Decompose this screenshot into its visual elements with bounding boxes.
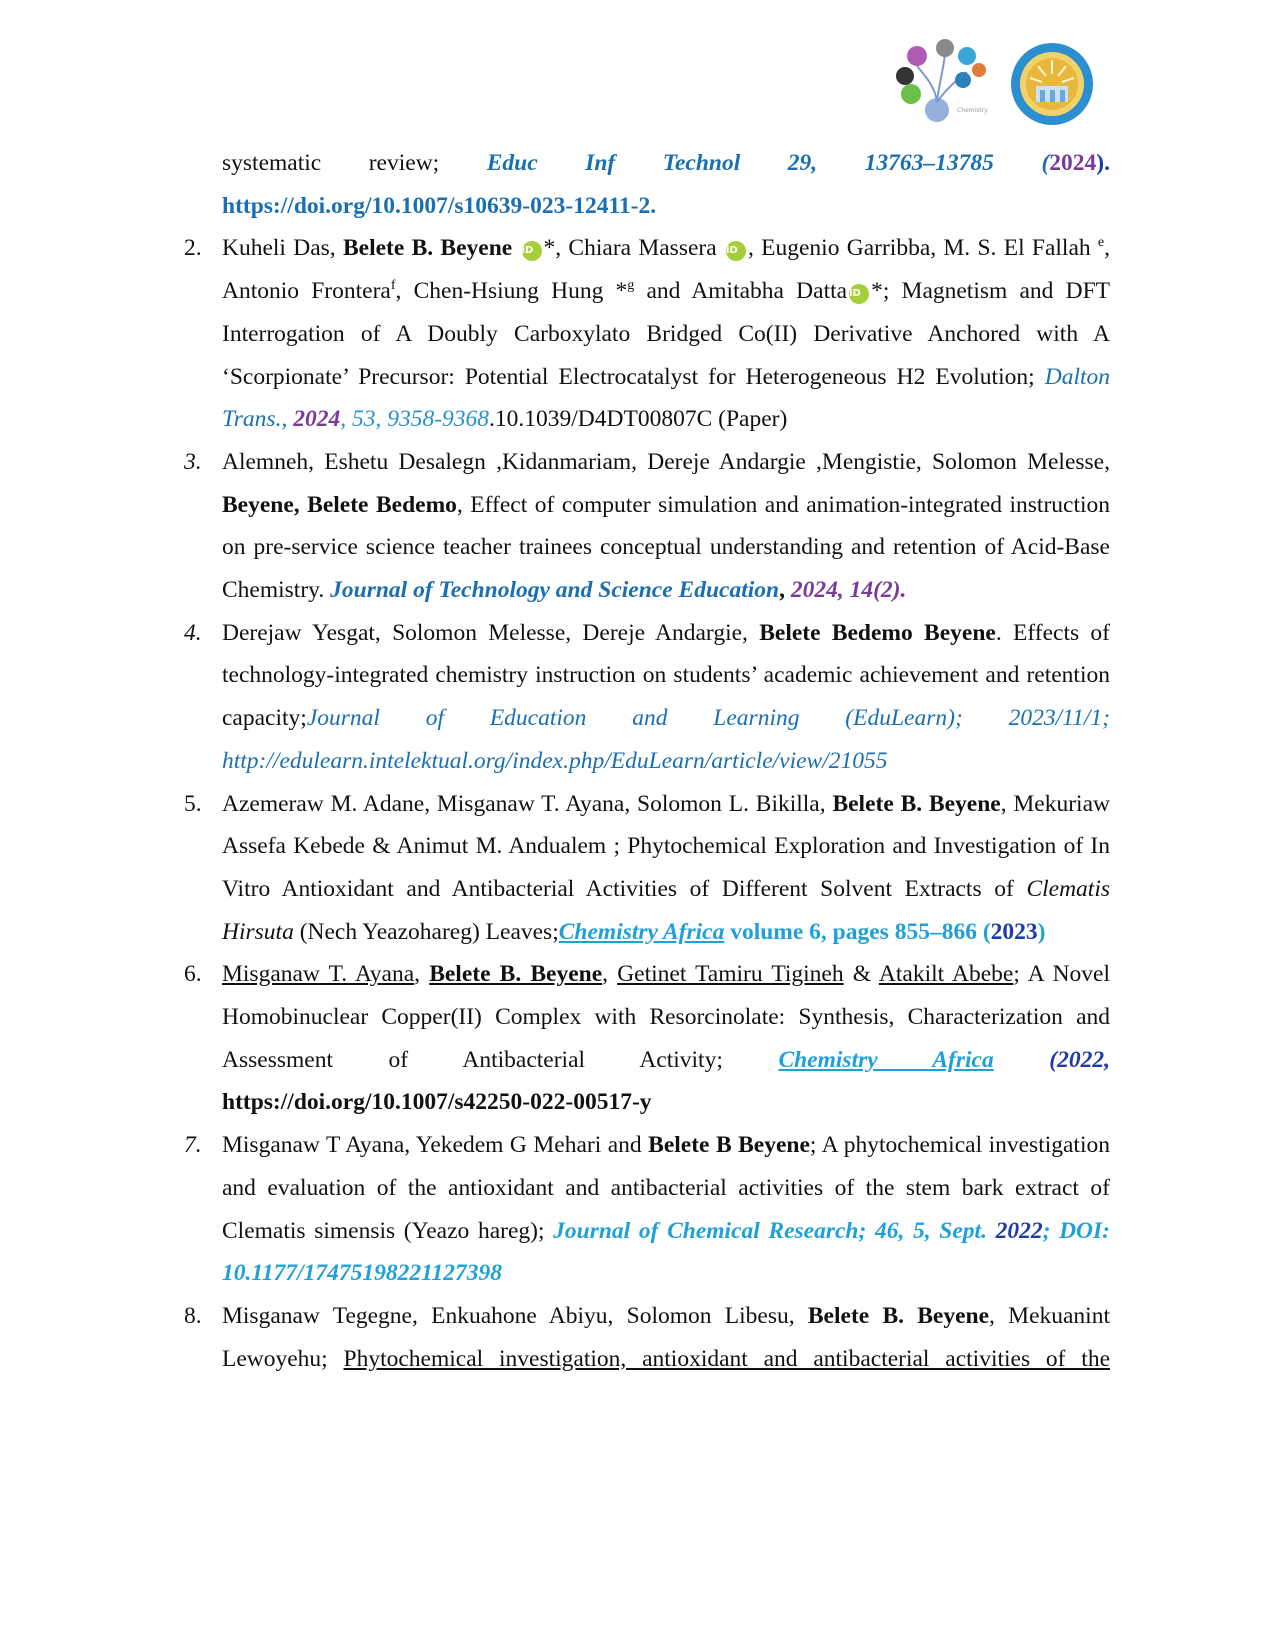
- species-name: Clematis Hirsuta: [222, 875, 1110, 945]
- author-text: , Chen-Hsiung Hung *: [395, 278, 628, 305]
- author-text: , Mekuanint Lewoyehu;: [222, 1302, 1110, 1372]
- entry-number: 7.: [184, 1132, 202, 1159]
- journal-link[interactable]: Chemistry Africa: [558, 918, 725, 945]
- citation-year: 2024: [1049, 150, 1097, 176]
- orcid-icon[interactable]: iD: [849, 284, 869, 304]
- author-text: Misganaw T Ayana, Yekedem G Mehari and: [222, 1132, 649, 1159]
- orcid-icon[interactable]: iD: [726, 241, 746, 261]
- publication-entry-4: [184, 612, 1110, 783]
- author-text: , Antonio Frontera: [222, 235, 1111, 305]
- author-text: and Amitabha Datta: [634, 278, 848, 305]
- paper-title: , Effect of computer simulation and animation-integrated instruction on pre-service science teacher trainees conceptual understanding and retention of Acid-Base Chemistry.: [222, 491, 1111, 604]
- author-bold: Beyene, Belete Bedemo: [222, 491, 457, 518]
- university-seal-icon: [1010, 42, 1094, 126]
- affiliation-mark: g: [627, 278, 635, 294]
- citation-year: 2024, 14(2).: [790, 577, 907, 604]
- paper-title: ; A Novel Homobinuclear Copper(II) Complex with Resorcinolate: Synthesis, Characterization and Assessment of Antibacterial Activity;: [222, 961, 1111, 1073]
- publication-entry-3: [184, 441, 1111, 612]
- journal-name: Journal of Chemical Research; 46, 5, Sept.: [553, 1217, 987, 1244]
- author-separator: &: [843, 961, 879, 988]
- author-text: Derejaw Yesgat, Solomon Melesse, Dereje Andargie,: [222, 619, 760, 646]
- entry-number: 3.: [184, 448, 202, 475]
- journal-name: Journal of Technology and Science Education: [330, 577, 780, 604]
- entry-number: 4.: [184, 619, 202, 646]
- author-separator: ,: [602, 961, 618, 988]
- author-bold: Belete Bedemo Beyene: [759, 619, 996, 646]
- publication-entry-2: [184, 227, 1111, 441]
- paper-title: . Effects of technology-integrated chemistry instruction on students’ academic achievement and retention capacity;: [222, 619, 1110, 732]
- publication-entry-7: [184, 1124, 1111, 1295]
- paper-title: , Mekuriaw Assefa Kebede & Animut M. Andualem ; Phytochemical Exploration and Investigation of In Vitro Antioxidant and Antibacterial Activities of Different Solvent Extracts of: [222, 790, 1110, 902]
- journal-name: Dalton Trans.,: [222, 363, 1110, 433]
- journal-link[interactable]: Journal of Education and Learning (EduLearn); 2023/11/1; http://edulearn.intelektual.org/index.php/EduLearn/article/view/21055: [222, 705, 1110, 774]
- citation-volume: , 53, 9358-9368: [340, 406, 490, 433]
- citation-doi: ; DOI: 10.1177/17475198221127398: [222, 1217, 1111, 1287]
- author-text: Alemneh, Eshetu Desalegn ,Kidanmariam, Dereje Andargie ,Mengistie, Solomon Melesse,: [222, 448, 1110, 475]
- author-bold: Belete B Beyene: [648, 1132, 810, 1159]
- paper-title: *; Magnetism and DFT Interrogation of A Doubly Carboxylato Bridged Co(II) Derivative Anchored with A ‘Scorpionate’ Precursor: Potential Electrocatalyst for Heterogeneous H2 Evolution;: [222, 278, 1111, 390]
- author-link[interactable]: Getinet Tamiru Tigineh: [617, 961, 844, 988]
- author-text: Kuheli Das,: [222, 235, 343, 262]
- author-text: Azemeraw M. Adane, Misganaw T. Ayana, Solomon L. Bikilla,: [222, 790, 833, 817]
- entry-number: 5.: [184, 790, 202, 817]
- author-text: , Eugenio Garribba, M. S. El Fallah: [747, 235, 1098, 262]
- author-separator: ,: [414, 961, 430, 988]
- citation-year: 2024: [293, 406, 341, 433]
- journal-citation: Educ Inf Technol 29, 13763–13785 (: [486, 150, 1050, 176]
- author-link[interactable]: Misganaw T. Ayana: [222, 961, 415, 988]
- publication-list: [0, 142, 1275, 1380]
- paper-title-link[interactable]: Phytochemical investigation, antioxidant and antibacterial activities of the: [343, 1345, 1110, 1372]
- author-bold: Belete B. Beyene: [832, 790, 1001, 817]
- author-text: *, Chiara Massera: [543, 235, 717, 262]
- author-link[interactable]: Atakilt Abebe: [878, 961, 1014, 988]
- paper-title: (Nech Yeazohareg) Leaves;: [293, 918, 559, 945]
- entry-number: 2.: [184, 235, 202, 262]
- author-text: Misganaw Tegegne, Enkuahone Abiyu, Solomon Libesu,: [222, 1302, 808, 1329]
- publication-entry-continued: [222, 142, 1110, 185]
- svg-text:Chemistry: Chemistry: [957, 107, 988, 114]
- doi-line: [222, 185, 1110, 228]
- citation-separator: ,: [779, 577, 785, 604]
- citation-volume: volume 6, pages 855–866 (: [730, 918, 991, 945]
- doi-link[interactable]: https://doi.org/10.1007/s42250-022-00517-y: [222, 1089, 652, 1116]
- author-bold: Belete B. Beyene: [342, 235, 513, 262]
- entry-text: systematic review;: [222, 150, 487, 176]
- citation-year: 2023: [990, 918, 1038, 945]
- citation-doi: .10.1039/D4DT00807C (Paper): [489, 406, 788, 433]
- citation-year: (2022,: [993, 1046, 1111, 1073]
- header-logos: [895, 36, 1105, 126]
- citation-close: ).: [1096, 150, 1110, 176]
- publication-entry-5: [184, 783, 1110, 954]
- citation-close: ): [1037, 918, 1046, 945]
- affiliation-mark: f: [390, 278, 396, 294]
- doi-link[interactable]: https://doi.org/10.1007/s10639-023-12411-2.: [222, 192, 657, 219]
- paper-title: ; A phytochemical investigation and evaluation of the antioxidant and antibacterial activities of the stem bark extract of Clematis simensis (Yeazo hareg);: [222, 1132, 1110, 1244]
- science-tree-logo-icon: [895, 36, 995, 124]
- author-bold: Belete B. Beyene: [807, 1302, 990, 1329]
- entry-number: 6.: [184, 961, 202, 988]
- affiliation-mark: e: [1097, 235, 1105, 251]
- citation-year: 2022: [986, 1217, 1043, 1244]
- publication-entry-6: [184, 953, 1111, 1124]
- author-link[interactable]: Belete B. Beyene: [429, 961, 603, 988]
- publication-entry-8: [184, 1295, 1110, 1380]
- journal-link[interactable]: Chemistry Africa: [778, 1046, 994, 1073]
- orcid-icon[interactable]: iD: [522, 241, 542, 261]
- entry-number: 8.: [184, 1302, 202, 1329]
